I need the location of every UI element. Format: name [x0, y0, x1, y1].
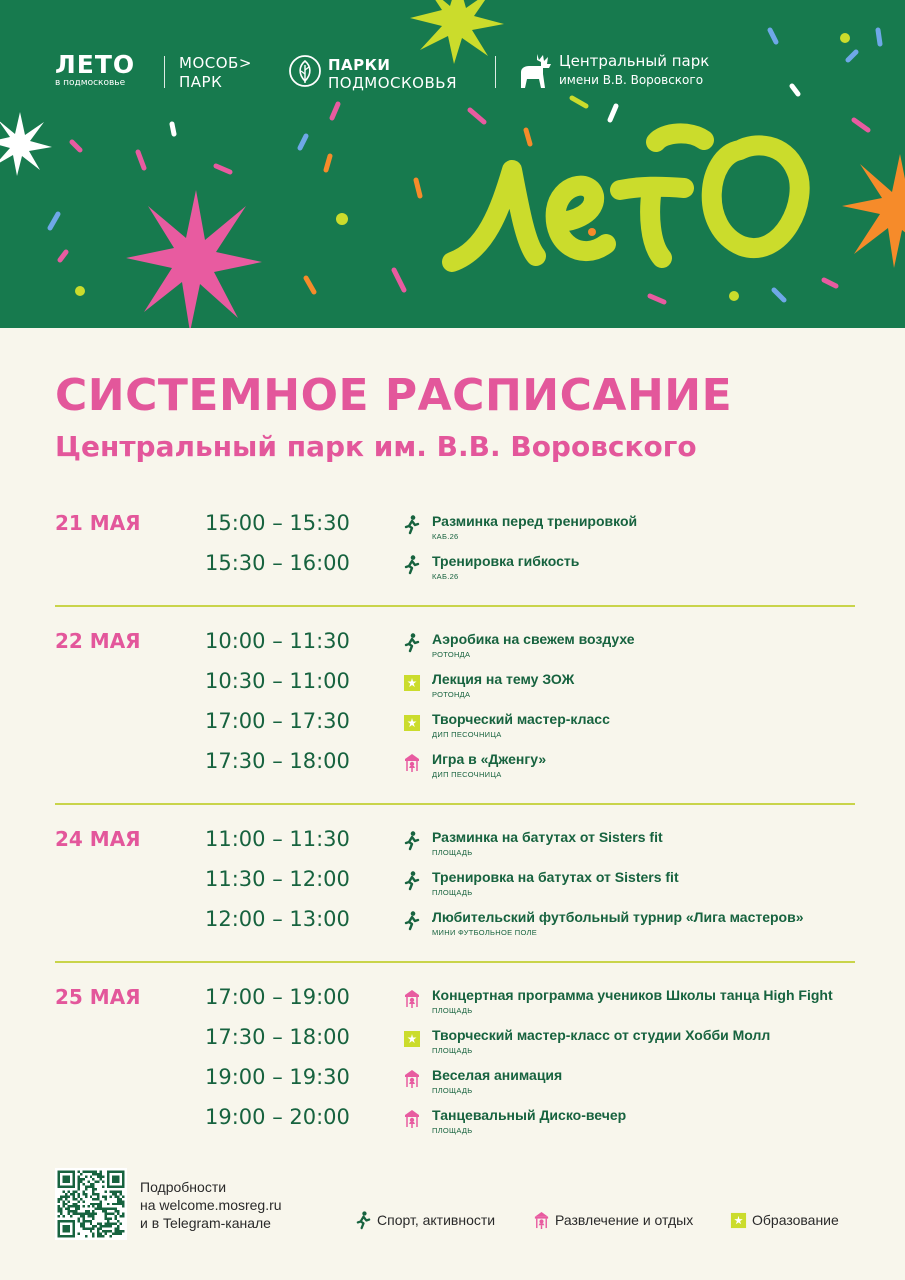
event-title: Тренировка на батутах от Sisters fit	[432, 869, 679, 885]
event-time: 10:30 – 11:00	[205, 669, 350, 693]
event-time: 11:00 – 11:30	[205, 827, 350, 851]
more-info	[140, 1178, 282, 1232]
event-place: РОТОНДА	[432, 650, 471, 659]
event-time: 19:00 – 19:30	[205, 1065, 350, 1089]
schedule-day	[55, 505, 855, 607]
leto-logo-text: ЛЕТО	[55, 50, 136, 79]
more-info-line: Подробности	[140, 1179, 227, 1195]
deer-icon	[513, 52, 555, 90]
event-place: ПЛОЩАДЬ	[432, 1006, 473, 1015]
schedule	[55, 505, 855, 1159]
entertainment-icon	[403, 753, 421, 773]
event-time: 17:00 – 19:00	[205, 985, 350, 1009]
event-row	[55, 907, 855, 947]
education-icon	[403, 1029, 421, 1049]
event-row	[55, 709, 855, 749]
education-icon	[403, 673, 421, 693]
event-row	[55, 511, 855, 551]
entertainment-icon	[403, 1069, 421, 1089]
leto-logo	[55, 52, 155, 88]
event-place: ПЛОЩАДЬ	[432, 1126, 473, 1135]
entertainment-icon	[403, 1109, 421, 1129]
day-date: 22 МАЯ	[55, 629, 141, 653]
central-park-logo-line1: Центральный парк	[559, 52, 710, 70]
sport-icon	[403, 633, 421, 653]
event-place: ПЛОЩАДЬ	[432, 848, 473, 857]
event-title: Разминка перед тренировкой	[432, 513, 638, 529]
event-place: ПЛОЩАДЬ	[432, 888, 473, 897]
event-row	[55, 1105, 855, 1145]
event-row	[55, 827, 855, 867]
event-place: ПЛОЩАДЬ	[432, 1046, 473, 1055]
event-place: РОТОНДА	[432, 690, 471, 699]
header-banner	[0, 0, 905, 328]
sport-icon	[403, 515, 421, 535]
event-row	[55, 629, 855, 669]
event-time: 17:30 – 18:00	[205, 1025, 350, 1049]
day-date: 21 МАЯ	[55, 511, 141, 535]
sport-icon	[403, 871, 421, 891]
day-date: 24 МАЯ	[55, 827, 141, 851]
event-place: ДИП ПЕСОЧНИЦА	[432, 730, 502, 739]
event-title: Игра в «Дженгу»	[432, 751, 547, 767]
confetti-decoration	[0, 0, 905, 328]
event-title: Веселая анимация	[432, 1067, 563, 1083]
event-time: 17:30 – 18:00	[205, 749, 350, 773]
sport-icon	[403, 911, 421, 931]
leto-logo-subtext: в подмосковье	[55, 78, 126, 88]
education-icon	[730, 1211, 747, 1230]
event-title: Тренировка гибкость	[432, 553, 580, 569]
event-time: 15:00 – 15:30	[205, 511, 350, 535]
legend-label: Спорт, активности	[377, 1212, 496, 1228]
event-title: Лекция на тему ЗОЖ	[432, 671, 575, 687]
legend-label: Развлечение и отдых	[555, 1212, 694, 1228]
logo-divider	[495, 56, 496, 88]
event-title: Любительский футбольный турнир «Лига мастеров»	[432, 909, 804, 925]
event-time: 12:00 – 13:00	[205, 907, 350, 931]
schedule-day	[55, 805, 855, 963]
event-row	[55, 669, 855, 709]
event-place: КАБ.26	[432, 532, 459, 541]
day-date: 25 МАЯ	[55, 985, 141, 1009]
event-row	[55, 867, 855, 907]
event-title: Концертная программа учеников Школы танца High Fight	[432, 987, 833, 1003]
mosobpark-logo-line2: ПАРК	[179, 73, 223, 91]
event-place: ДИП ПЕСОЧНИЦА	[432, 770, 502, 779]
event-row	[55, 1065, 855, 1105]
legend-label: Образование	[752, 1212, 839, 1228]
qr-code[interactable]	[55, 1168, 127, 1240]
leaf-icon	[288, 54, 322, 88]
parki-logo-line2: ПОДМОСКОВЬЯ	[328, 74, 457, 92]
footer	[55, 1168, 855, 1240]
event-row	[55, 985, 855, 1025]
event-title: Разминка на батутах от Sisters fit	[432, 829, 663, 845]
hero-lettering	[452, 133, 800, 262]
logo-divider	[164, 56, 165, 88]
sport-icon	[403, 831, 421, 851]
event-time: 11:30 – 12:00	[205, 867, 350, 891]
event-row	[55, 749, 855, 789]
event-title: Танцевальный Диско-вечер	[432, 1107, 627, 1123]
event-time: 17:00 – 17:30	[205, 709, 350, 733]
event-title: Аэробика на свежем воздухе	[432, 631, 635, 647]
event-place: ПЛОЩАДЬ	[432, 1086, 473, 1095]
schedule-day	[55, 963, 855, 1159]
mosobpark-logo	[179, 54, 252, 92]
event-row	[55, 551, 855, 591]
page-title: СИСТЕМНОЕ РАСПИСАНИЕ	[55, 370, 733, 421]
event-time: 10:00 – 11:30	[205, 629, 350, 653]
event-place: МИНИ ФУТБОЛЬНОЕ ПОЛЕ	[432, 928, 538, 937]
sport-icon	[403, 555, 421, 575]
schedule-day	[55, 607, 855, 805]
entertainment-icon	[533, 1211, 550, 1230]
parki-logo-line1: ПАРКИ	[328, 56, 391, 74]
event-row	[55, 1025, 855, 1065]
event-time: 19:00 – 20:00	[205, 1105, 350, 1129]
entertainment-icon	[403, 989, 421, 1009]
event-title: Творческий мастер-класс от студии Хобби Молл	[432, 1027, 771, 1043]
event-place: КАБ.26	[432, 572, 459, 581]
mosobpark-logo-line1: МОСОБ>	[179, 54, 252, 72]
sport-icon	[355, 1211, 372, 1230]
more-info-line[interactable]: на welcome.mosreg.ru	[140, 1197, 282, 1213]
page-subtitle: Центральный парк им. В.В. Воровского	[55, 430, 697, 463]
event-time: 15:30 – 16:00	[205, 551, 350, 575]
central-park-logo-line2: имени В.В. Воровского	[559, 73, 704, 87]
education-icon	[403, 713, 421, 733]
more-info-line: и в Telegram-канале	[140, 1215, 271, 1231]
event-title: Творческий мастер-класс	[432, 711, 610, 727]
